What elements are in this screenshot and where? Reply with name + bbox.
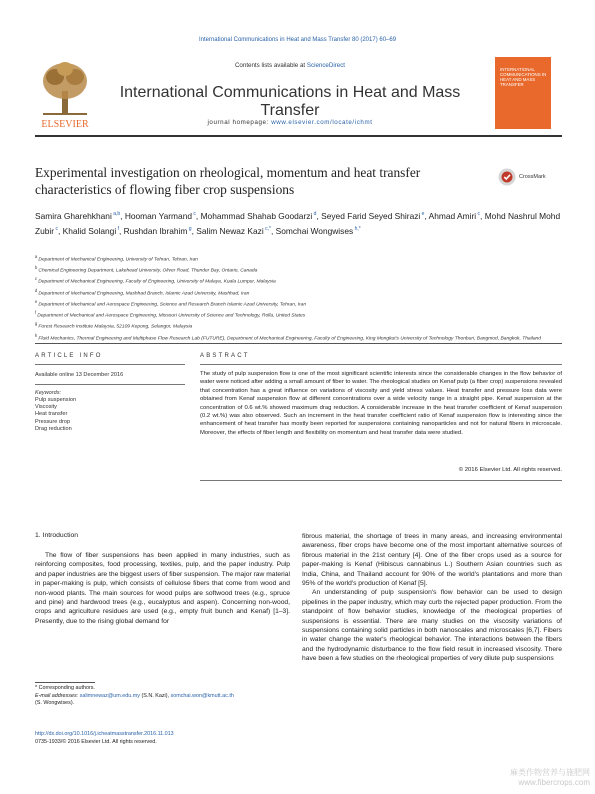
affiliation-text: Fluid Mechanics, Thermal Engineering and Multiphase Flow Research Lab (FUTURE), Department of Mechanical Engineering, Faculty of Engineering, King Mongkut's University of Technology Thonburi, Bangmod, Bangkok, Thailand [38, 336, 541, 342]
author-affiliation-marker[interactable]: g [187, 225, 192, 232]
svg-text:ELSEVIER: ELSEVIER [41, 119, 89, 130]
author-affiliation-marker[interactable]: f [116, 225, 119, 232]
affiliation-marker: e [35, 298, 39, 304]
doi-link[interactable]: http://dx.doi.org/10.1016/j.icheatmasstransfer.2016.11.013 [35, 731, 174, 737]
journal-homepage-link[interactable]: www.elsevier.com/locate/ichmt [271, 119, 373, 126]
keyword-item: Heat transfer [35, 411, 68, 418]
body-paragraph: An understanding of pulp suspension's flow behavior can be used to design pipelines in the paper industry, which may curb the rejected paper production. From the standpoint of flow behavior studies, knowledge of the rheological properties of suspensions is essential. There are many studies on the viscosity variations of suspensions containing solid particles in both nanoscales and microscales [6,7]. Fibers in water change the water's rheological behavior. The interactions between the fibers and the hydrodynamic disturbance to the flow field result in increased viscosity. There have been a few studies on the rheological properties of very dilute pulp suspensions [302, 589, 562, 663]
author-affiliation-marker[interactable]: c [54, 225, 58, 232]
author-affiliation-marker[interactable]: e [420, 211, 425, 217]
author-name[interactable]: Khalid Solangi [62, 225, 117, 236]
abstract-rule [200, 364, 562, 365]
site-watermark: 麻类作物营养与施肥网 www.fibercrops.com [510, 768, 590, 787]
issn-copyright: 0735-1933/© 2016 Elsevier Ltd. All rights reserved. [35, 738, 157, 745]
body-column-right [302, 532, 562, 664]
keyword-list [35, 397, 185, 433]
abstract-text: The study of pulp suspension flow is one of the most significant scientific interests since the considerable changes in the flow behavior of water were noticed after adding a small amount of fiber to water. The rheological studies on Kenaf pulp (a fiber crop) suspensions revealed that concentration has a great influence on variations of viscosity and yield stress values. Heat transfer and pressure loss data were obtained from Kenaf suspension flow at different concentrations over a wide velocity range in a straight pipe. Kenaf suspension at the concentration of 0.6 wt.% showed maximum drag reduction. A considerable increase in the heat transfer coefficient of Kenaf suspension (0.2 wt.%) was also observed. Such an increment in the heat transfer coefficient ratio of Kenaf suspension flow is interesting since the enhancement of heat transfer has mostly been reported for suspensions containing nanoparticles and not for natural fibers in microscale. Moreover, the effects of fiber length and flexibility on momentum and heat transfer data were studied. [200, 371, 562, 436]
affiliation-item [35, 320, 562, 331]
email-name-wongwises: (S. Wongwises). [35, 700, 75, 707]
keyword-item: Viscosity [35, 404, 57, 411]
affiliation-text: Department of Mechanical Engineering, Mashhad Branch, Islamic Azad University, Mashhad, Iran [38, 291, 250, 297]
article-info-rule [35, 364, 185, 365]
affiliation-text: Department of Mechanical Engineering, Faculty of Engineering, University of Malaya, Kuala Lumpur, Malaysia [38, 280, 276, 286]
affiliation-item [35, 264, 562, 275]
footnote-rule [35, 682, 95, 683]
author-name[interactable]: Somchai Wongwises [275, 225, 354, 236]
author-name[interactable]: Mohammad Shahab Goodarzi [200, 210, 313, 221]
availability-date: Available online 13 December 2016 [35, 372, 124, 378]
email-link-kazi[interactable]: salimnewaz@um.edu.my [79, 692, 140, 699]
abstract-bottom-rule [200, 480, 562, 481]
email-name-kazi: (S.N. Kazi), [139, 692, 171, 699]
affiliation-marker: d [35, 287, 39, 293]
affiliation-marker: h [35, 332, 39, 338]
affiliation-text: Chemical Engineering Department, Lakehead University, Oliver Road, Thunder Bay, Ontario, Canada [38, 268, 258, 274]
journal-citation-header[interactable]: International Communications in Heat and Mass Transfer 80 (2017) 60–69 [198, 37, 397, 43]
affiliation-item [35, 275, 562, 286]
author-affiliation-marker[interactable]: d [312, 211, 317, 217]
affiliation-marker: b [35, 265, 39, 271]
affiliation-marker: c [35, 276, 39, 282]
affiliation-text: Forest Research Institute Malaysia, 52109 Kepong, Selangor, Malaysia [38, 324, 193, 330]
author-list: Samira Gharehkhani $^{a,b}$, Hooman Yarmand $^c$, Mohammad Shahab Goodarzi $^d$, Seyed Farid Seyed Shirazi $^e$, Ahmad Amiri $^c$, Mohd Nashrul Mohd Zubir $^c$, Khalid Solangi $^f$, Rushdan Ibrahim $^g$, Salim Newaz Kazi $^{c,*}$, Somchai Wongwises $^{h,*}$ [35, 210, 561, 236]
affiliation-item [35, 287, 562, 298]
author-name[interactable]: Seyed Farid Seyed Shirazi [321, 210, 421, 221]
author-affiliation-marker[interactable]: h,* [353, 225, 361, 232]
sciencedirect-link[interactable]: ScienceDirect [306, 62, 346, 69]
journal-homepage: journal homepage: www.elsevier.com/locate/ichmt [207, 119, 373, 126]
affiliation-list [35, 253, 562, 343]
abstract-heading: ABSTRACT [200, 353, 250, 359]
body-paragraph: fibrous material, the shortage of trees in many areas, and increasing environmental awareness, fiber crops have become one of the most important alternative sources of fibrous material in the 21st century [4]. One of the fiber crops used as a source for paper-making is Kenaf (Hibiscus cannabinus L.) Southern Asian countries such as India, China, and Thailand account for 90% of the world's plantations and more than 95% of the world's production of Kenaf [5]. [302, 533, 562, 588]
elsevier-tree-logo [35, 57, 95, 130]
journal-cover-title: INTERNATIONAL COMMUNICATIONS IN HEAT AND MASS TRANSFER [500, 67, 547, 87]
affiliation-text: Department of Mechanical Engineering, University of Tehran, Tehran, Iran [38, 257, 198, 263]
footnote [35, 685, 290, 708]
author-affiliation-marker[interactable]: c [476, 211, 481, 217]
journal-title: International Communications in Heat and Mass Transfer [119, 84, 461, 119]
affiliation-item [35, 298, 562, 309]
header-divider [35, 135, 562, 137]
author-name[interactable]: Ahmad Amiri [428, 210, 477, 221]
affiliation-divider [35, 343, 562, 344]
crossmark-label[interactable]: CrossMark [519, 174, 546, 180]
affiliation-text: Department of Mechanical and Aerospace Engineering, Missouri University of Science and Technology, Rolla, United States [37, 313, 306, 319]
affiliation-marker: f [35, 310, 38, 316]
email-label: E-mail addresses: [35, 692, 80, 699]
email-link-wongwises[interactable]: somchai.won@kmutt.ac.th [170, 692, 234, 699]
body-paragraph: The flow of fiber suspensions has been applied in many industries, such as reinforcing composites, food processing, textiles, pulp, and the paper industry. Pulp and paper industries are the biggest users of fiber suspension. The major raw material in paper-making is pulp, which consists of cellulose fibers that come from wood and non-wood plants. The main sources for wood pulps are softwood trees (e.g., spruce and pine) and hardwood trees (e.g., eucalyptus and aspen). Concerning non-wood, crops and agriculture residues are used (e.g., empty fruit bunch and Kenaf) [1–3]. Presently, due to the rising global demand for [35, 552, 290, 625]
affiliation-item [35, 332, 562, 343]
author-name[interactable]: Mohd Nashrul Mohd Zubir [35, 210, 561, 236]
author-name[interactable]: Salim Newaz Kazi [196, 225, 264, 236]
author-affiliation-marker[interactable]: c,* [263, 225, 271, 232]
author-affiliation-marker[interactable]: a,b [111, 211, 121, 217]
author-name[interactable]: Hooman Yarmand [124, 210, 193, 221]
body-column-left [35, 551, 290, 626]
keyword-item: Pressure drop [35, 418, 71, 425]
affiliation-item [35, 309, 562, 320]
article-info-heading: ARTICLE INFO [35, 353, 103, 359]
corresponding-authors-note: * Corresponding authors. [35, 685, 95, 691]
author-name[interactable]: Samira Gharehkhani [35, 210, 112, 221]
keyword-item: Drag reduction [35, 425, 72, 432]
contents-availability: Contents lists available at ScienceDirect [234, 62, 346, 69]
author-name[interactable]: Rushdan Ibrahim [123, 225, 188, 236]
keyword-item: Pulp suspension [35, 397, 77, 403]
author-affiliation-marker[interactable]: c [192, 211, 196, 217]
crossmark-icon[interactable] [498, 168, 516, 186]
section-heading-introduction: 1. Introduction [35, 532, 79, 539]
abstract-copyright: © 2016 Elsevier Ltd. All rights reserved. [458, 467, 562, 473]
affiliation-marker: g [35, 321, 39, 327]
article-info-rule-2 [35, 384, 185, 385]
article-title: Experimental investigation on rheological, momentum and heat transfer characteristics of flowing fiber crop suspensions [35, 165, 421, 197]
affiliation-item [35, 253, 562, 264]
affiliation-text: Department of Mechanical and Aerospace Engineering, Science and Research Branch Islamic Azad University, Tehran, Iran [38, 302, 307, 308]
keywords-label: Keywords: [35, 390, 62, 396]
affiliation-marker: a [35, 254, 39, 259]
doi-block [35, 731, 290, 746]
